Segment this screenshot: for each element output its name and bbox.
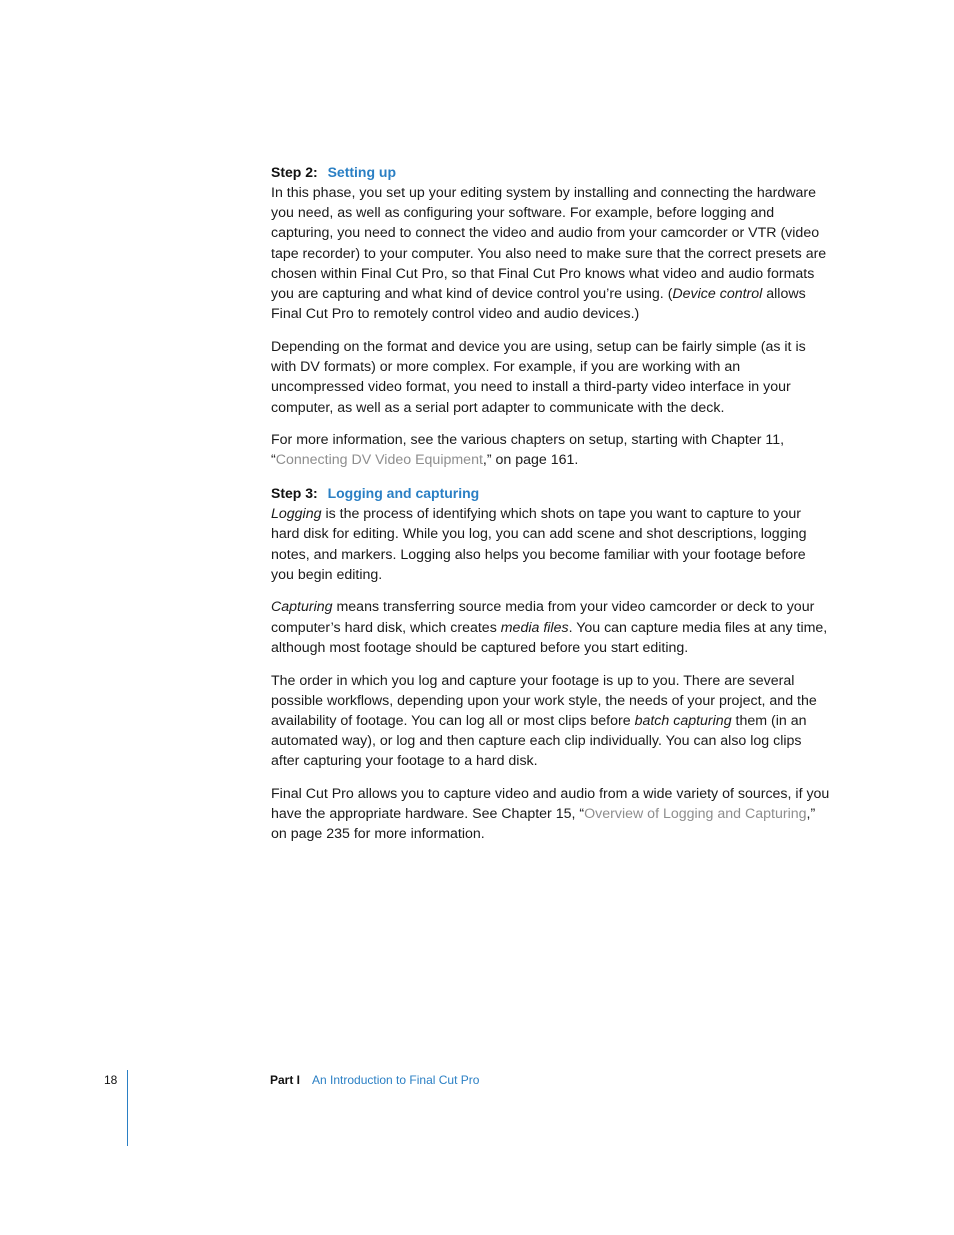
text-run: allows Final Cut Pro to remotely control video and audio devices.) [271,286,806,323]
text-run: For more information, see the various chapters on setup, starting with Chapter 11, “ [271,432,785,469]
step-2-paragraph-1 [271,183,831,324]
cross-reference-link[interactable]: Connecting DV Video Equipment [275,452,483,469]
step-3-heading [271,483,831,503]
term-media-files: media files [500,619,569,636]
step-2-paragraph-3 [271,430,831,470]
term-logging: Logging [271,506,322,523]
step-3-label: Step 3: [271,485,318,502]
term-capturing: Capturing [271,599,333,616]
term-batch-capturing: batch capturing [634,712,732,729]
step-3-title: Logging and capturing [327,485,480,502]
step-3-paragraph-2 [271,597,831,658]
text-run: In this phase, you set up your editing system by installing and connecting the hardware you need, as well as configuring your software. For example, before logging and capturing, you need to connect the video and audio from your camcorder or VTR (video tape recorder) to your computer. You also need to make sure that the correct presets are chosen within Final Cut Pro, so that Final Cut Pro knows what video and audio formats you are capturing and what kind of device control you’re using. ( [271,185,827,303]
step-2-title: Setting up [327,164,397,180]
text-run: them (in an automated way), or log and then capture each clip individually. You can also log clips after capturing your footage to a hard disk. [271,712,807,770]
text-run: ,” on page 161. [482,452,579,469]
part-title: An Introduction to Final Cut Pro [312,1073,480,1087]
text-run: The order in which you log and capture your footage is up to you. There are several possible workflows, depending upon your work style, the needs of your project, and the availability of footage. You can log all or most clips before [271,672,817,729]
cross-reference-link[interactable]: Overview of Logging and Capturing [584,806,807,823]
step-2-paragraph-2: Depending on the format and device you are using, setup can be fairly simple (as it is with DV formats) or more complex. For example, if you are working with an uncompressed video format, you need to install a third-party video interface in your computer, as well as a serial port adapter to communicate with the deck. [271,338,806,416]
text-run: . You can capture media files at any time, although most footage should be captured before you start editing. [271,619,828,656]
text-run: means transferring source media from your video camcorder or deck to your computer’s hard disk, which creates [271,599,815,636]
part-label: Part I [270,1073,301,1087]
step-3-paragraph-3 [271,671,831,772]
page-number: 18 [104,1073,118,1087]
page-content [271,162,831,857]
page-footer [0,1072,954,1092]
step-2-label: Step 2: [271,164,318,180]
text-run: ,” on page 235 for more information. [271,806,816,843]
step-3-paragraph-4 [271,784,831,845]
step-2-heading [271,162,831,182]
term-device-control: Device control [672,286,763,303]
text-run: is the process of identifying which shots on tape you want to capture to your hard disk for editing. While you log, you can add scene and shot descriptions, logging notes, and markers. Logging also helps you become familiar with your footage before you begin editing. [271,506,807,583]
text-run: Final Cut Pro allows you to capture video and audio from a wide variety of sources, if you have the appropriate hardware. See Chapter 15, “ [271,786,830,823]
step-3-paragraph-1 [271,504,831,585]
